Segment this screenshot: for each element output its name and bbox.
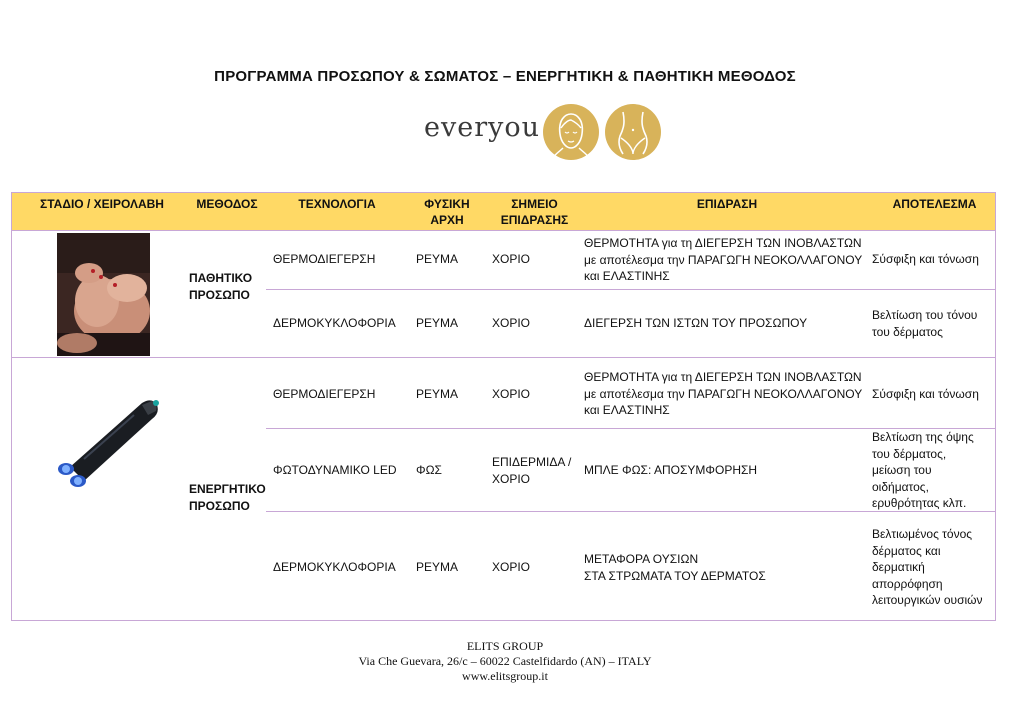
footer-company: ELITS GROUP bbox=[466, 639, 544, 653]
logo-text: everyou bbox=[424, 112, 541, 143]
divider bbox=[266, 289, 995, 290]
method-passive: ΠΑΘΗΤΙΚΟ ΠΡΟΣΩΠΟ bbox=[189, 271, 253, 302]
header-effect: ΕΠΙΔΡΑΣΗ bbox=[696, 197, 758, 211]
handpiece-image bbox=[44, 389, 174, 499]
brand-logo bbox=[420, 102, 665, 162]
header-result: ΑΠΟΤΕΛΕΣΜΑ bbox=[892, 197, 977, 211]
program-table: ΣΤΑΔΙΟ / ΧΕΙΡΟΛΑΒΗ ΜΕΘΟΔΟΣ ΤΕΧΝΟΛΟΓΙΑ ΦΥΣΙΚΗ ΑΡΧΗ ΣΗΜΕΙΟ ΕΠΙΔΡΑΣΗΣ ΕΠΙΔΡΑΣΗ ΑΠΟΤΕΛΕΣΜΑ ΠΑΘΗΤΙΚΟ ΠΡΟΣΩΠΟ ΕΝΕΡΓΗΤΙΚΟ ΠΡΟΣΩΠΟ ΘΕΡΜΟΔΙΕΓΕΡΣΗ ΡΕΥΜΑ ΧΟΡΙΟ ΘΕΡΜΟΤΗΤΑ για τη ΔΙΕΓΕΡΣΗ ΤΩΝ ΙΝΟΒΛΑΣΤΩΝ με αποτέλεσμα την ΠΑΡΑΓΩΓΗ ΝΕΟΚΟΛΛΑΓΟΝΟΥ και ΕΛΑΣΤΙΝΗΣ Σύσφιξη και τόνωση ΔΕΡΜΟΚΥΚΛΟΦΟΡΙΑ ΡΕΥΜΑ ΧΟΡΙΟ ΔΙΕΓΕΡΣΗ ΤΩΝ ΙΣΤΩΝ ΤΟΥ ΠΡΟΣΩΠΟΥ Βελτίωση του τόνου του δέρματος ΘΕΡΜΟΔΙΕΓΕΡΣΗ ΡΕΥΜΑ ΧΟΡΙΟ ΘΕΡΜΟΤΗΤΑ για τη ΔΙΕΓΕΡΣΗ ΤΩΝ ΙΝΟΒΛΑΣΤΩΝ με αποτέλεσμα την ΠΑΡΑΓΩΓΗ ΝΕΟΚΟΛΛΑΓΟΝΟΥ και ΕΛΑΣΤΙΝΗΣ Σύσφιξη και τόνωση ΦΩΤΟΔΥΝΑΜΙΚΟ LED ΦΩΣ ΕΠΙΔΕΡΜΙΔΑ / ΧΟΡΙΟ ΜΠΛΕ ΦΩΣ: ΑΠΟΣΥΜΦΟΡΗΣΗ Βελτίωση της όψης του δέρματος, μείωση του οιδήματος, ερυθρότητας κλπ. ΔΕΡΜΟΚΥΚΛΟΦΟΡΙΑ ΡΕΥΜΑ ΧΟΡΙΟ ΜΕΤΑΦΟΡΑ ΟΥΣΙΩΝ ΣΤΑ ΣΤΡΩΜΑΤΑ ΤΟΥ ΔΕΡΜΑΤΟΣ Βελτιωμένος τόνος δέρματος και δερματική απορρόφηση λειτουργικών ουσιών bbox=[11, 192, 996, 621]
header-method: ΜΕΘΟΔΟΣ bbox=[196, 197, 258, 211]
header-stage: ΣΤΑΔΙΟ / ΧΕΙΡΟΛΑΒΗ bbox=[40, 197, 164, 211]
body-icon bbox=[605, 104, 661, 160]
divider bbox=[12, 357, 995, 358]
divider bbox=[12, 230, 995, 231]
header-principle: ΦΥΣΙΚΗ ΑΡΧΗ bbox=[424, 197, 470, 227]
page-title: ΠΡΟΓΡΑΜΜΑ ΠΡΟΣΩΠΟΥ & ΣΩΜΑΤΟΣ – ΕΝΕΡΓΗΤΙΚΗ & ΠΑΘΗΤΙΚΗ ΜΕΘΟΔΟΣ bbox=[214, 68, 796, 85]
header-point: ΣΗΜΕΙΟ ΕΠΙΔΡΑΣΗΣ bbox=[500, 197, 569, 227]
footer-website[interactable]: www.elitsgroup.it bbox=[462, 669, 548, 683]
footer-address: Via Che Guevara, 26/c – 60022 Castelfidardo (AN) – ITALY bbox=[358, 654, 652, 668]
treatment-photo bbox=[57, 233, 150, 356]
face-icon bbox=[543, 104, 599, 160]
method-active: ΕΝΕΡΓΗΤΙΚΟ ΠΡΟΣΩΠΟ bbox=[189, 482, 266, 513]
header-technology: ΤΕΧΝΟΛΟΓΙΑ bbox=[298, 197, 376, 211]
